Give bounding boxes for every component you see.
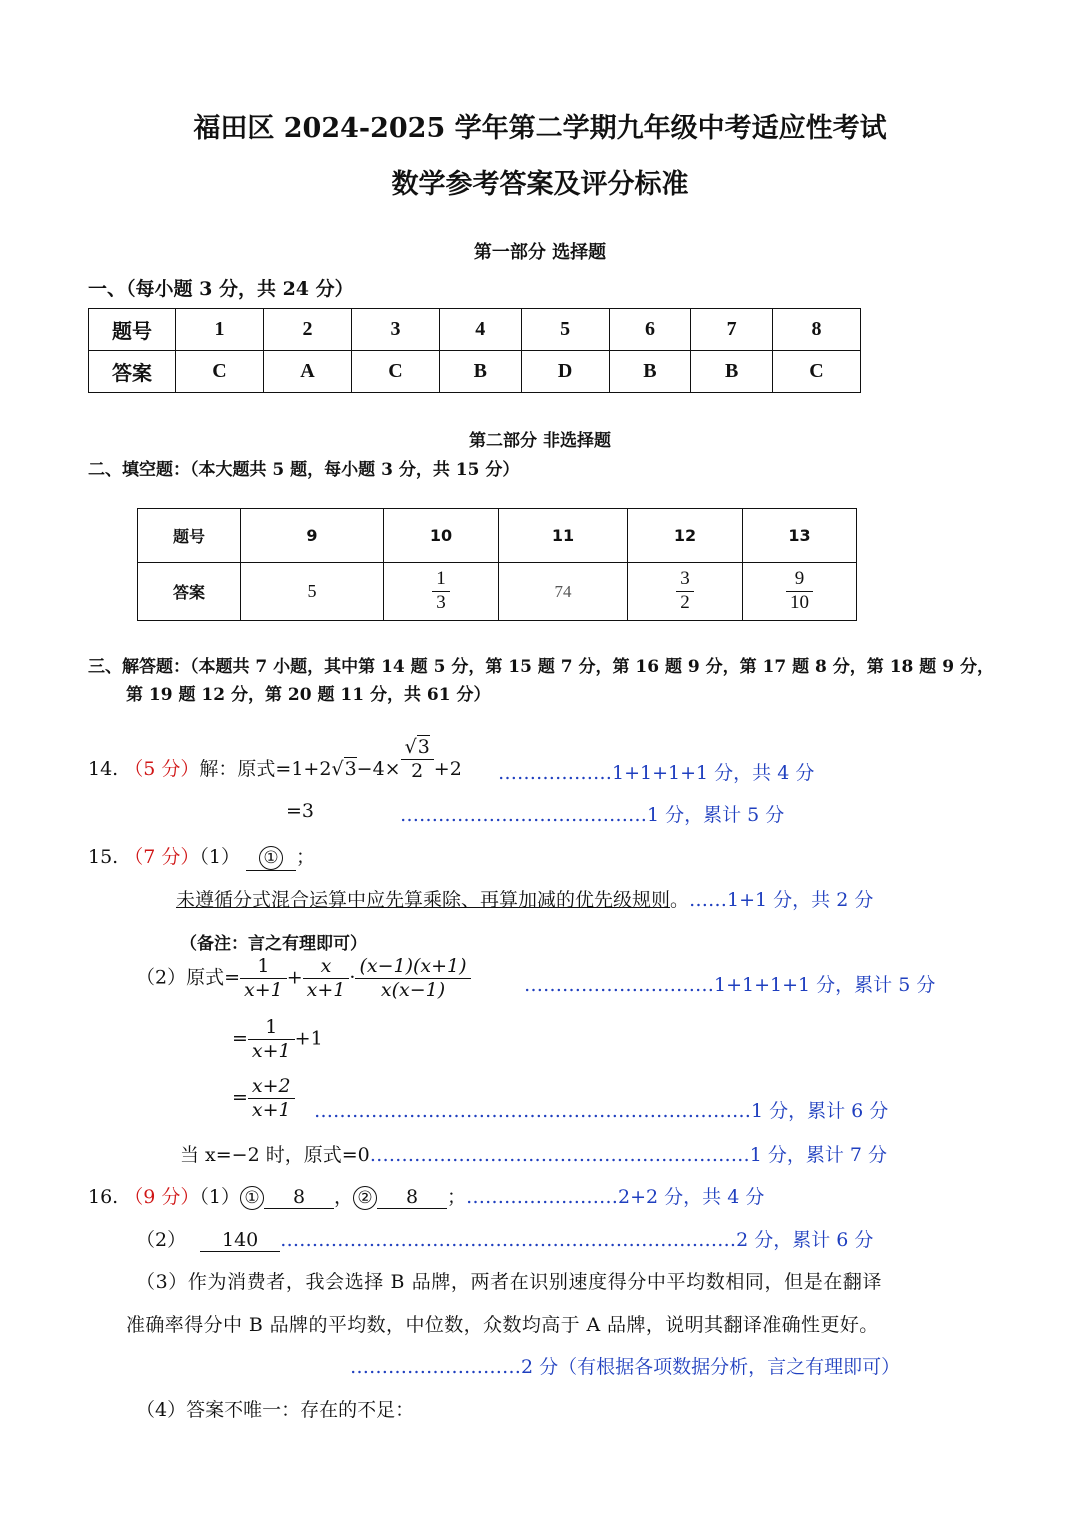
- fraction-denominator: 3: [436, 592, 446, 613]
- part1-section-label: 一、（每小题 3 分，共 24 分）: [88, 278, 354, 300]
- question-number: 16.: [88, 1186, 119, 1208]
- equals-sign: =: [224, 966, 241, 989]
- table-cell: [384, 563, 499, 621]
- q16-p3-line2: 准确率得分中 B 品牌的平均数，中位数，众数均高于 A 品牌，说明其翻译准确性更好。: [126, 1314, 879, 1336]
- table-cell: 13: [743, 509, 857, 563]
- fraction-numerator: (x−1)(x+1): [355, 955, 470, 979]
- q15-score2: …………………………1+1+1+1 分，累计 5 分: [524, 974, 936, 996]
- table-cell: [628, 563, 743, 621]
- equals-sign: =: [232, 1027, 248, 1050]
- q16-p2-label: （2）: [136, 1229, 187, 1251]
- q14-result: =3: [286, 800, 315, 822]
- circled-number: ①: [259, 846, 283, 870]
- q16-line: [88, 1182, 764, 1210]
- q14-solve-label: 解：原式: [199, 758, 276, 780]
- q15-p2-label: （2）原式: [136, 966, 225, 989]
- table-cell: 6: [609, 309, 691, 351]
- table-cell: 5: [241, 563, 384, 621]
- fraction-denominator: x+1: [251, 1098, 291, 1121]
- fraction-numerator: x: [303, 955, 350, 979]
- table-row: [89, 309, 861, 351]
- question-number: 15.: [88, 846, 119, 868]
- plus-sign: +: [286, 966, 303, 989]
- plus-one: +1: [294, 1027, 323, 1050]
- table-row: [89, 351, 861, 393]
- q14-expr-d: +2: [433, 758, 462, 780]
- separator: ，: [334, 1186, 354, 1208]
- equals-sign: =: [232, 1086, 248, 1109]
- fill-answer-table: [137, 508, 857, 621]
- fraction: [401, 736, 434, 783]
- part2-heading: 第二部分 非选择题: [469, 431, 611, 451]
- q15-score4: ……………………………………………………1 分，累计 7 分: [369, 1144, 888, 1166]
- table-row: [138, 563, 857, 621]
- q14-score2: …………………………………1 分，累计 5 分: [400, 804, 785, 826]
- fraction: [786, 568, 813, 615]
- fraction-numerator: 3: [676, 568, 694, 592]
- table-cell: 4: [439, 309, 521, 351]
- q14-score1: ………………1+1+1+1 分，共 4 分: [498, 762, 815, 784]
- part3-section-line1: 三、解答题：（本题共 7 小题，其中第 14 题 5 分，第 15 题 7 分，第 16 题 9 分，第 17 题 8 分，第 18 题 9 分，: [88, 657, 994, 677]
- q15-when-text: 当 x=−2 时，原式=0: [180, 1144, 370, 1166]
- page-title: 福田区 2024-2025 学年第二学期九年级中考适应性考试: [193, 113, 887, 144]
- fraction-denominator: 2: [411, 759, 424, 782]
- q14-expr-c: −4×: [356, 758, 401, 780]
- fraction-numerator: 1: [432, 568, 450, 592]
- dot-sign: ·: [349, 966, 356, 989]
- fraction-numerator: 1: [240, 955, 287, 979]
- fraction: [432, 568, 450, 615]
- q15-score1: ……1+1 分，共 2 分: [689, 889, 874, 911]
- q16-end: ；: [447, 1186, 467, 1208]
- question-points: （9 分）: [124, 1186, 200, 1208]
- table-cell: [743, 563, 857, 621]
- answer-blank: [246, 846, 296, 871]
- fraction: [303, 955, 350, 1002]
- table-cell: 5: [521, 309, 609, 351]
- q15-reason-line: [176, 885, 873, 912]
- sqrt-symbol: √: [331, 758, 344, 780]
- answer-blank: 140: [200, 1229, 280, 1252]
- q16-p3-line1: （3）作为消费者，我会选择 B 品牌，两者在识别速度得分中平均数相同，但是在翻译: [136, 1271, 883, 1293]
- fraction-denominator: x+1: [306, 978, 346, 1001]
- q15-score3: ……………………………………………………………1 分，累计 6 分: [314, 1100, 889, 1122]
- table-cell: 3: [351, 309, 439, 351]
- q14-expr-b: 3: [344, 758, 357, 780]
- q14-line: [88, 735, 462, 782]
- question-points: （5 分）: [124, 758, 200, 780]
- part2-section-label: 二、填空题：（本大题共 5 题，每小题 3 分，共 15 分）: [88, 460, 520, 480]
- q15-reason: 未遵循分式混合运算中应先算乘除、再算加减的优先级规则: [176, 889, 671, 911]
- circled-number: ①: [240, 1186, 264, 1210]
- q15-when: [180, 1140, 887, 1167]
- fraction: [355, 955, 470, 1002]
- table-cell: 11: [499, 509, 628, 563]
- table-cell: A: [263, 351, 351, 393]
- table-header-cell: 答案: [138, 563, 241, 621]
- q15-note: （备注：言之有理即可）: [180, 934, 367, 954]
- fraction: [248, 1016, 295, 1063]
- q16-p1-label: （1）: [199, 1186, 240, 1208]
- sqrt-symbol: √: [404, 735, 417, 758]
- table-cell: 2: [263, 309, 351, 351]
- fraction: [676, 568, 694, 615]
- q16-score2: ………………………………………………………………2 分，累计 6 分: [280, 1229, 874, 1251]
- fraction-numerator: x+2: [248, 1075, 295, 1099]
- q16-score3: ………………………2 分（有根据各项数据分析，言之有理即可）: [350, 1356, 901, 1378]
- q15-step2: [232, 1016, 323, 1063]
- table-cell: D: [521, 351, 609, 393]
- table-header-cell: 答案: [89, 351, 176, 393]
- part1-heading: 第一部分 选择题: [473, 242, 607, 263]
- table-header-cell: 题号: [138, 509, 241, 563]
- table-cell: 7: [691, 309, 773, 351]
- part3-section-line2: 第 19 题 12 分，第 20 题 11 分，共 61 分）: [126, 685, 491, 705]
- q16-p2-line: [136, 1225, 873, 1252]
- fraction-denominator: 10: [790, 592, 809, 613]
- table-cell: B: [691, 351, 773, 393]
- q14-expr-a: =1+2: [275, 758, 332, 780]
- table-row: [138, 509, 857, 563]
- answer-blank: 8: [377, 1186, 447, 1209]
- question-points: （7 分）: [124, 846, 200, 868]
- circled-number: ②: [353, 1186, 377, 1210]
- table-cell: 10: [384, 509, 499, 563]
- answer-blank: 8: [264, 1186, 334, 1209]
- fraction-denominator: x(x−1): [380, 978, 446, 1001]
- q16-p4: （4）答案不唯一：存在的不足：: [136, 1399, 415, 1421]
- table-header-cell: 题号: [89, 309, 176, 351]
- table-cell: C: [772, 351, 860, 393]
- q15-p2-expr: [136, 955, 471, 1002]
- q15-reason-end: 。: [670, 889, 690, 911]
- fraction-numerator: [401, 736, 434, 760]
- choice-answer-table: [88, 308, 861, 393]
- table-cell: 1: [176, 309, 264, 351]
- q15-p1-end: ；: [296, 846, 316, 868]
- table-cell: C: [351, 351, 439, 393]
- q15-line: [88, 842, 315, 871]
- fraction-denominator: 2: [680, 592, 690, 613]
- q14-frac-num: 3: [417, 735, 430, 758]
- fraction-numerator: 9: [786, 568, 813, 592]
- fraction: [240, 955, 287, 1002]
- page-subtitle: 数学参考答案及评分标准: [391, 169, 689, 200]
- table-cell: 8: [772, 309, 860, 351]
- question-number: 14.: [88, 758, 119, 780]
- q15-p1-label: （1）: [199, 846, 240, 868]
- q15-step3: [232, 1075, 295, 1122]
- q16-score1: ……………………2+2 分，共 4 分: [466, 1186, 765, 1208]
- fraction-denominator: x+1: [244, 978, 283, 1001]
- fraction-denominator: x+1: [251, 1039, 291, 1062]
- table-cell: 74: [499, 563, 628, 621]
- table-cell: B: [439, 351, 521, 393]
- table-cell: C: [176, 351, 264, 393]
- fraction-numerator: 1: [248, 1016, 295, 1040]
- table-cell: B: [609, 351, 691, 393]
- table-cell: 12: [628, 509, 743, 563]
- fraction: [248, 1075, 295, 1122]
- table-cell: 9: [241, 509, 384, 563]
